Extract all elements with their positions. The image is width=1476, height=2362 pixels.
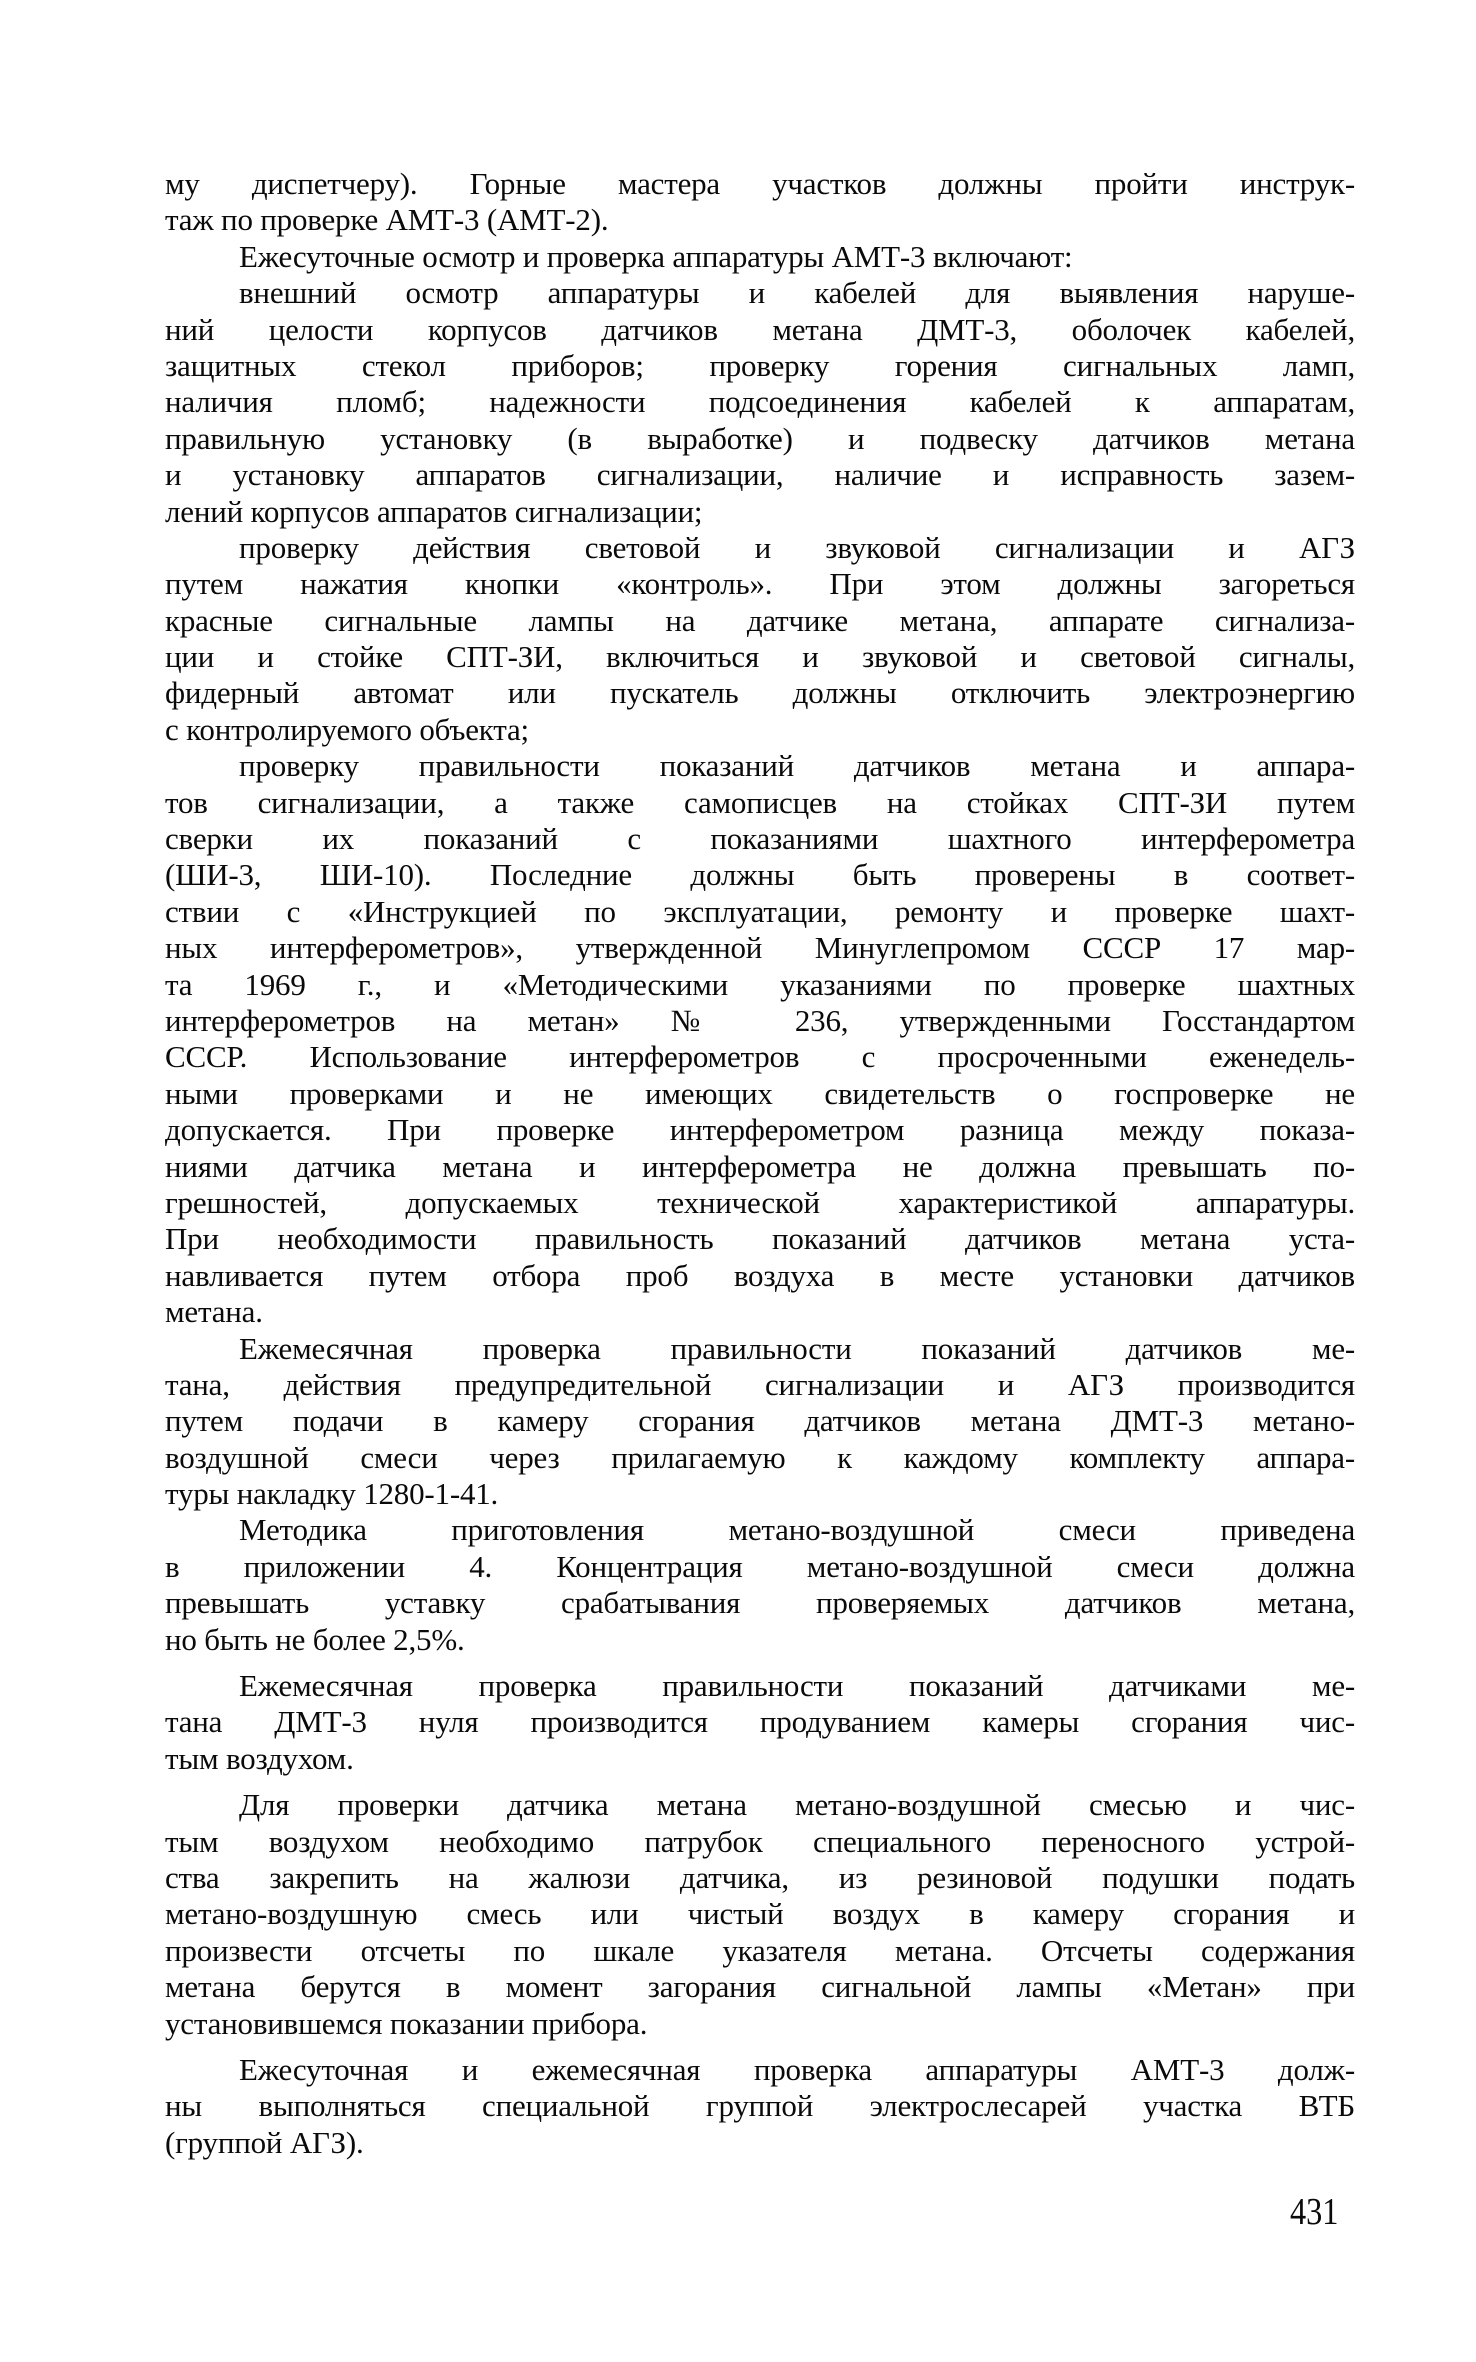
text-line: внешний осмотр аппаратуры и кабелей для выявления наруше- [239, 275, 1355, 311]
text-line: воздушной смеси через прилагаемую к каждому комплекту аппара- [165, 1439, 1355, 1475]
text-line: Ежесуточная и ежемесячная проверка аппаратуры АМТ-3 долж- [239, 2051, 1355, 2087]
text-line: тым воздухом. [165, 1740, 354, 1776]
text-line: навливается путем отбора проб воздуха в месте установки датчиков [165, 1257, 1355, 1293]
body-text [165, 166, 1355, 2161]
text-line: путем подачи в камеру сгорания датчиков метана ДМТ-3 метано- [165, 1403, 1355, 1439]
text-line: грешностей, допускаемых технической характеристикой аппаратуры. [165, 1184, 1355, 1220]
text-line: наличия пломб; надежности подсоединения кабелей к аппаратам, [165, 384, 1355, 420]
text-line: ными проверками и не имеющих свидетельств о госпроверке не [165, 1075, 1355, 1111]
text-line: та 1969 г., и «Методическими указаниями по проверке шахтных [165, 966, 1355, 1002]
text-line: (ШИ-3, ШИ-10). Последние должны быть проверены в соответ- [165, 857, 1355, 893]
text-line: (группой АГЗ). [165, 2124, 364, 2160]
text-line: ниями датчика метана и интерферометра не должна превышать по- [165, 1148, 1355, 1184]
text-line: установившемся показании прибора. [165, 2005, 648, 2041]
text-line: проверку правильности показаний датчиков метана и аппара- [239, 748, 1355, 784]
text-line: лений корпусов аппаратов сигнализации; [165, 493, 703, 529]
text-line: ства закрепить на жалюзи датчика, из резиновой подушки подать [165, 1859, 1355, 1895]
text-line: ции и стойке СПТ-ЗИ, включиться и звуковой и световой сигналы, [165, 639, 1355, 675]
text-line: метано-воздушную смесь или чистый воздух в камеру сгорания и [165, 1896, 1355, 1932]
text-line: тым воздухом необходимо патрубок специального переносного устрой- [165, 1823, 1355, 1859]
text-line: Ежесуточные осмотр и проверка аппаратуры АМТ-3 включают: [239, 238, 1073, 274]
text-line: туры накладку 1280-1-41. [165, 1476, 499, 1512]
text-line: Ежемесячная проверка правильности показаний датчиков ме- [239, 1330, 1355, 1366]
text-line: му диспетчеру). Горные мастера участков должны пройти инструк- [165, 166, 1355, 201]
text-line: ствии с «Инструкцией по эксплуатации, ремонту и проверке шахт- [165, 893, 1355, 929]
text-line: Для проверки датчика метана метано-воздушной смесью и чис- [239, 1787, 1355, 1823]
text-line: СССР. Использование интерферометров с просроченными еженедель- [165, 1039, 1355, 1075]
text-line: с контролируемого объекта; [165, 711, 529, 747]
text-line: тана, действия предупредительной сигнализации и АГЗ производится [165, 1366, 1355, 1402]
text-line: тов сигнализации, а также самописцев на стойках СПТ-ЗИ путем [165, 784, 1355, 820]
text-line: защитных стекол приборов; проверку горения сигнальных ламп, [165, 347, 1355, 383]
text-line: путем нажатия кнопки «контроль». При этом должны загореться [165, 566, 1355, 602]
text-line: Ежемесячная проверка правильности показаний датчиками ме- [239, 1668, 1355, 1704]
text-line: правильную установку (в выработке) и подвеску датчиков метана [165, 420, 1355, 456]
text-line: произвести отсчеты по шкале указателя метана. Отсчеты содержания [165, 1932, 1355, 1968]
page-number: 431 [1290, 2191, 1339, 2233]
text-line: При необходимости правильность показаний датчиков метана уста- [165, 1221, 1355, 1257]
text-line: ны выполняться специальной группой электрослесарей участка ВТБ [165, 2088, 1355, 2124]
text-line: ний целости корпусов датчиков метана ДМТ-3, оболочек кабелей, [165, 311, 1355, 347]
text-line: метана. [165, 1294, 263, 1330]
text-line: таж по проверке АМТ-3 (АМТ-2). [165, 202, 609, 238]
text-line: тана ДМТ-3 нуля производится продуванием камеры сгорания чис- [165, 1704, 1355, 1740]
text-line: в приложении 4. Концентрация метано-воздушной смеси должна [165, 1548, 1355, 1584]
text-line: проверку действия световой и звуковой сигнализации и АГЗ [239, 529, 1355, 565]
text-line: допускается. При проверке интерферометром разница между показа- [165, 1112, 1355, 1148]
text-line: ных интерферометров», утвержденной Минуглепромом СССР 17 мар- [165, 930, 1355, 966]
text-line: но быть не более 2,5%. [165, 1621, 465, 1657]
text-line: интерферометров на метан» № 236, утвержденными Госстандартом [165, 1002, 1355, 1038]
text-line: Методика приготовления метано-воздушной смеси приведена [239, 1512, 1355, 1548]
text-line: сверки их показаний с показаниями шахтного интерферометра [165, 821, 1355, 857]
text-line: и установку аппаратов сигнализации, наличие и исправность зазем- [165, 457, 1355, 493]
text-line: красные сигнальные лампы на датчике метана, аппарате сигнализа- [165, 602, 1355, 638]
text-line: превышать уставку срабатывания проверяемых датчиков метана, [165, 1585, 1355, 1621]
text-line: метана берутся в момент загорания сигнальной лампы «Метан» при [165, 1969, 1355, 2005]
text-line: фидерный автомат или пускатель должны отключить электроэнергию [165, 675, 1355, 711]
